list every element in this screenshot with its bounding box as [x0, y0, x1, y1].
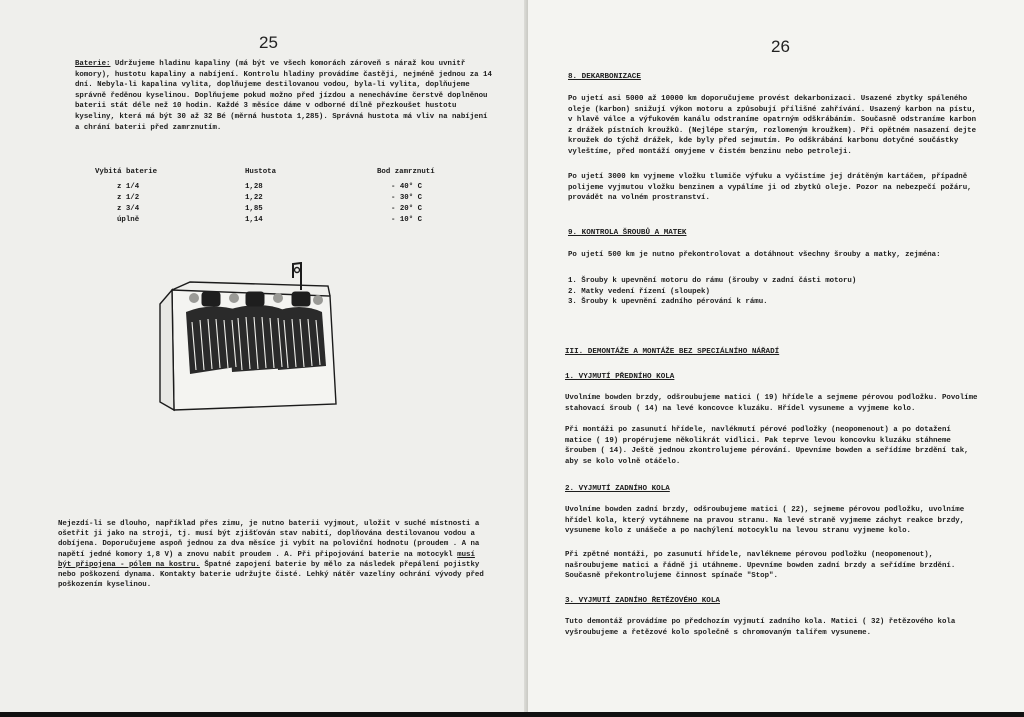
- table-cell: - 40° C: [391, 183, 423, 191]
- storage-text-1: Nejezdí-li se dlouho, například přes zimu, je nutno baterii vyjmout, uložit v suché místnosti a ošetřit ji jako na stroji, tj. musí být zjišťován stav nabití, doplňována destilovanou vodou a dobíjena. Doporučujeme aspoň jednou za dva měsíce ji vybít na poloviční hodnotu (proudem . A na napětí jedné komory 1,8 V) a znovu nabít proudem . A. Při připojování baterie na motocykl: [58, 520, 480, 559]
- list-item: 2. Matky vedení řízení (sloupek): [568, 287, 710, 296]
- page-number-right: 26: [771, 37, 790, 56]
- table-cell: 1,28: [245, 183, 263, 191]
- battery-label: Baterie:: [75, 60, 111, 68]
- table-cell: - 20° C: [391, 205, 423, 213]
- page-number-left: 25: [259, 33, 278, 52]
- subsection-1-heading: 1. VYJMUTÍ PŘEDNÍHO KOLA: [565, 373, 675, 381]
- list-item: 3. Šrouby k upevnění zadního pérování k rámu.: [568, 298, 768, 307]
- subsection-2-paragraph-1: Uvolníme bowden zadní brzdy, odšroubujeme matici ( 22), sejmeme pérovou podložku, uvolníme hřídel kola, který vytáhneme na pravou stranu. Na levé straně vyjmeme záchyt reakce brzdy, vysuneme kolo z unášeče a po nachýlení motocyklu na levou stranu vyjmeme kolo.: [565, 506, 965, 536]
- battery-storage-paragraph: [58, 519, 488, 590]
- table-cell: z 1/2: [117, 194, 140, 202]
- subsection-1-paragraph-2: Při montáži po zasunutí hřídele, navlékmutí pérové podložky (neopomenout) a po dotažení matice ( 19) propérujeme několikrát vidlici. Pak teprve levou koncovku kluzáku stáhneme šroubem ( 14). Ještě jednou zkontrolujeme pérování. Upevníme bowden a seřídíme brzdění tak, aby se kolo volně otáčelo.: [565, 426, 969, 466]
- table-cell: 1,85: [245, 205, 263, 213]
- table-cell: z 1/4: [117, 183, 140, 191]
- table-header: Bod zamrznutí: [377, 168, 435, 176]
- section-9-heading: 9. KONTROLA ŠROUBŮ A MATEK: [568, 229, 687, 237]
- section-8-paragraph-2: Po ujetí 3000 km vyjmeme vložku tlumiče výfuku a vyčistíme jej drátěným kartáčem, případně polijeme vyjmutou vložku benzinem a vypálíme ji od zbytků oleje. Pozor na nebezpečí požáru, provádět na volném prostranství.: [568, 173, 972, 203]
- right-page: [528, 0, 1024, 712]
- section-8-heading: 8. DEKARBONIZACE: [568, 73, 641, 81]
- subsection-3-paragraph: Tuto demontáž provádíme po předchozím vyjmutí zadního kola. Matici ( 32) řetězového kola vyšroubujeme a řetězové kolo společně s chromovaným talířem vysuneme.: [565, 618, 956, 637]
- section-9-list: [568, 276, 980, 308]
- subsection-3-heading: 3. VYJMUTÍ ZADNÍHO ŘETĚZOVÉHO KOLA: [565, 597, 720, 605]
- list-item: 1. Šrouby k upevnění motoru do rámu (šrouby v zadní části motoru): [568, 277, 857, 285]
- section-8-paragraph-1: Po ujetí asi 5000 až 10000 km doporučujeme provést dekarbonizaci. Usazené zbytky spáleného oleje (karbon) snižují výkon motoru a způsobují přílišné zahřívání. Usazený karbon na pístu, v hlavě válce a výfukovém kanálu odstraníme opatrným odškrábáním. Současně odstraníme karbon z drážek pístních kroužků. (Nejlépe starým, rozlomeným kroužkem). Při opětném nasazení dejte kroužek do týchž drážek, kde byly před sejmutím. Po odškrábání karbonu dotyčné součástky vyleštíme, před montáží omyjeme v čistém benzinu nebo petroleji.: [568, 95, 977, 156]
- section-9-paragraph: Po ujetí 500 km je nutno překontrolovat a dotáhnout všechny šrouby a matky, zejména:: [568, 251, 941, 259]
- battery-intro-text: Udržujeme hladinu kapaliny (má být ve všech komorách zároveň s náraž kou uvnitř komory), hustotu kapaliny a nabíjení. Kontrolu hladiny provádíme častěji, nejméně jednou za 14 dní. Nebyla-li kapalina vylita, doplňujeme destilovanou vodou, byla-li vylita, doplňujeme správně ředěnou kyselinou. Doplňujeme pokud možno před jízdou a nenechávíme čerstvě doplněnou baterii stát déle než 10 hodin. Každé 3 měsíce dáme v odborné dílně přezkoušet hustotu kyseliny, která má být 30 až 32 Bé (měrná hustota 1,285). Správná hustota má vliv na nabíjení a chrání baterii před zamrznutím.: [75, 60, 492, 132]
- storage-text-underlined: musí být připojena - pólem na kostru.: [58, 550, 475, 569]
- battery-intro-paragraph: [75, 59, 495, 133]
- storage-text-2: Špatné zapojení baterie by mělo za následek přepálení pojistky nebo poškození dynama. Kontakty baterie udržujte čisté. Lehký nátěr vazelíny ochrání vývody před poškozením kyselinou.: [58, 560, 484, 590]
- table-cell: 1,22: [245, 194, 263, 202]
- subsection-2-paragraph-2: Při zpětné montáži, po zasunutí hřídele, navlékneme pérovou podložku (neopomenout), našroubujeme matici a řádně ji utáhneme. Upevníme bowden zadní brzdy a seřídíme brzdění. Současně překontrolujeme činnost spínače "Stop".: [565, 551, 956, 581]
- battery-illustration: [150, 262, 345, 437]
- table-cell: 1,14: [245, 216, 263, 224]
- table-cell: - 30° C: [391, 194, 423, 202]
- table-header: Vybitá baterie: [95, 168, 158, 176]
- table-cell: - 10° C: [391, 216, 423, 224]
- section-3-heading: III. DEMONTÁŽE A MONTÁŽE BEZ SPECIÁLNÍHO NÁŘADÍ: [565, 348, 780, 356]
- subsection-1-paragraph-1: Uvolníme bowden brzdy, odšroubujeme matici ( 19) hřídele a sejmeme pérovou podložku. Povolíme stahovací šroub ( 14) na levé koncovce kluzáku. Hřídel vysuneme a vyjmeme kolo.: [565, 394, 978, 413]
- table-cell: z 3/4: [117, 205, 140, 213]
- table-header: Hustota: [245, 168, 277, 176]
- table-cell: úplně: [117, 216, 140, 224]
- subsection-2-heading: 2. VYJMUTÍ ZADNÍHO KOLA: [565, 485, 670, 493]
